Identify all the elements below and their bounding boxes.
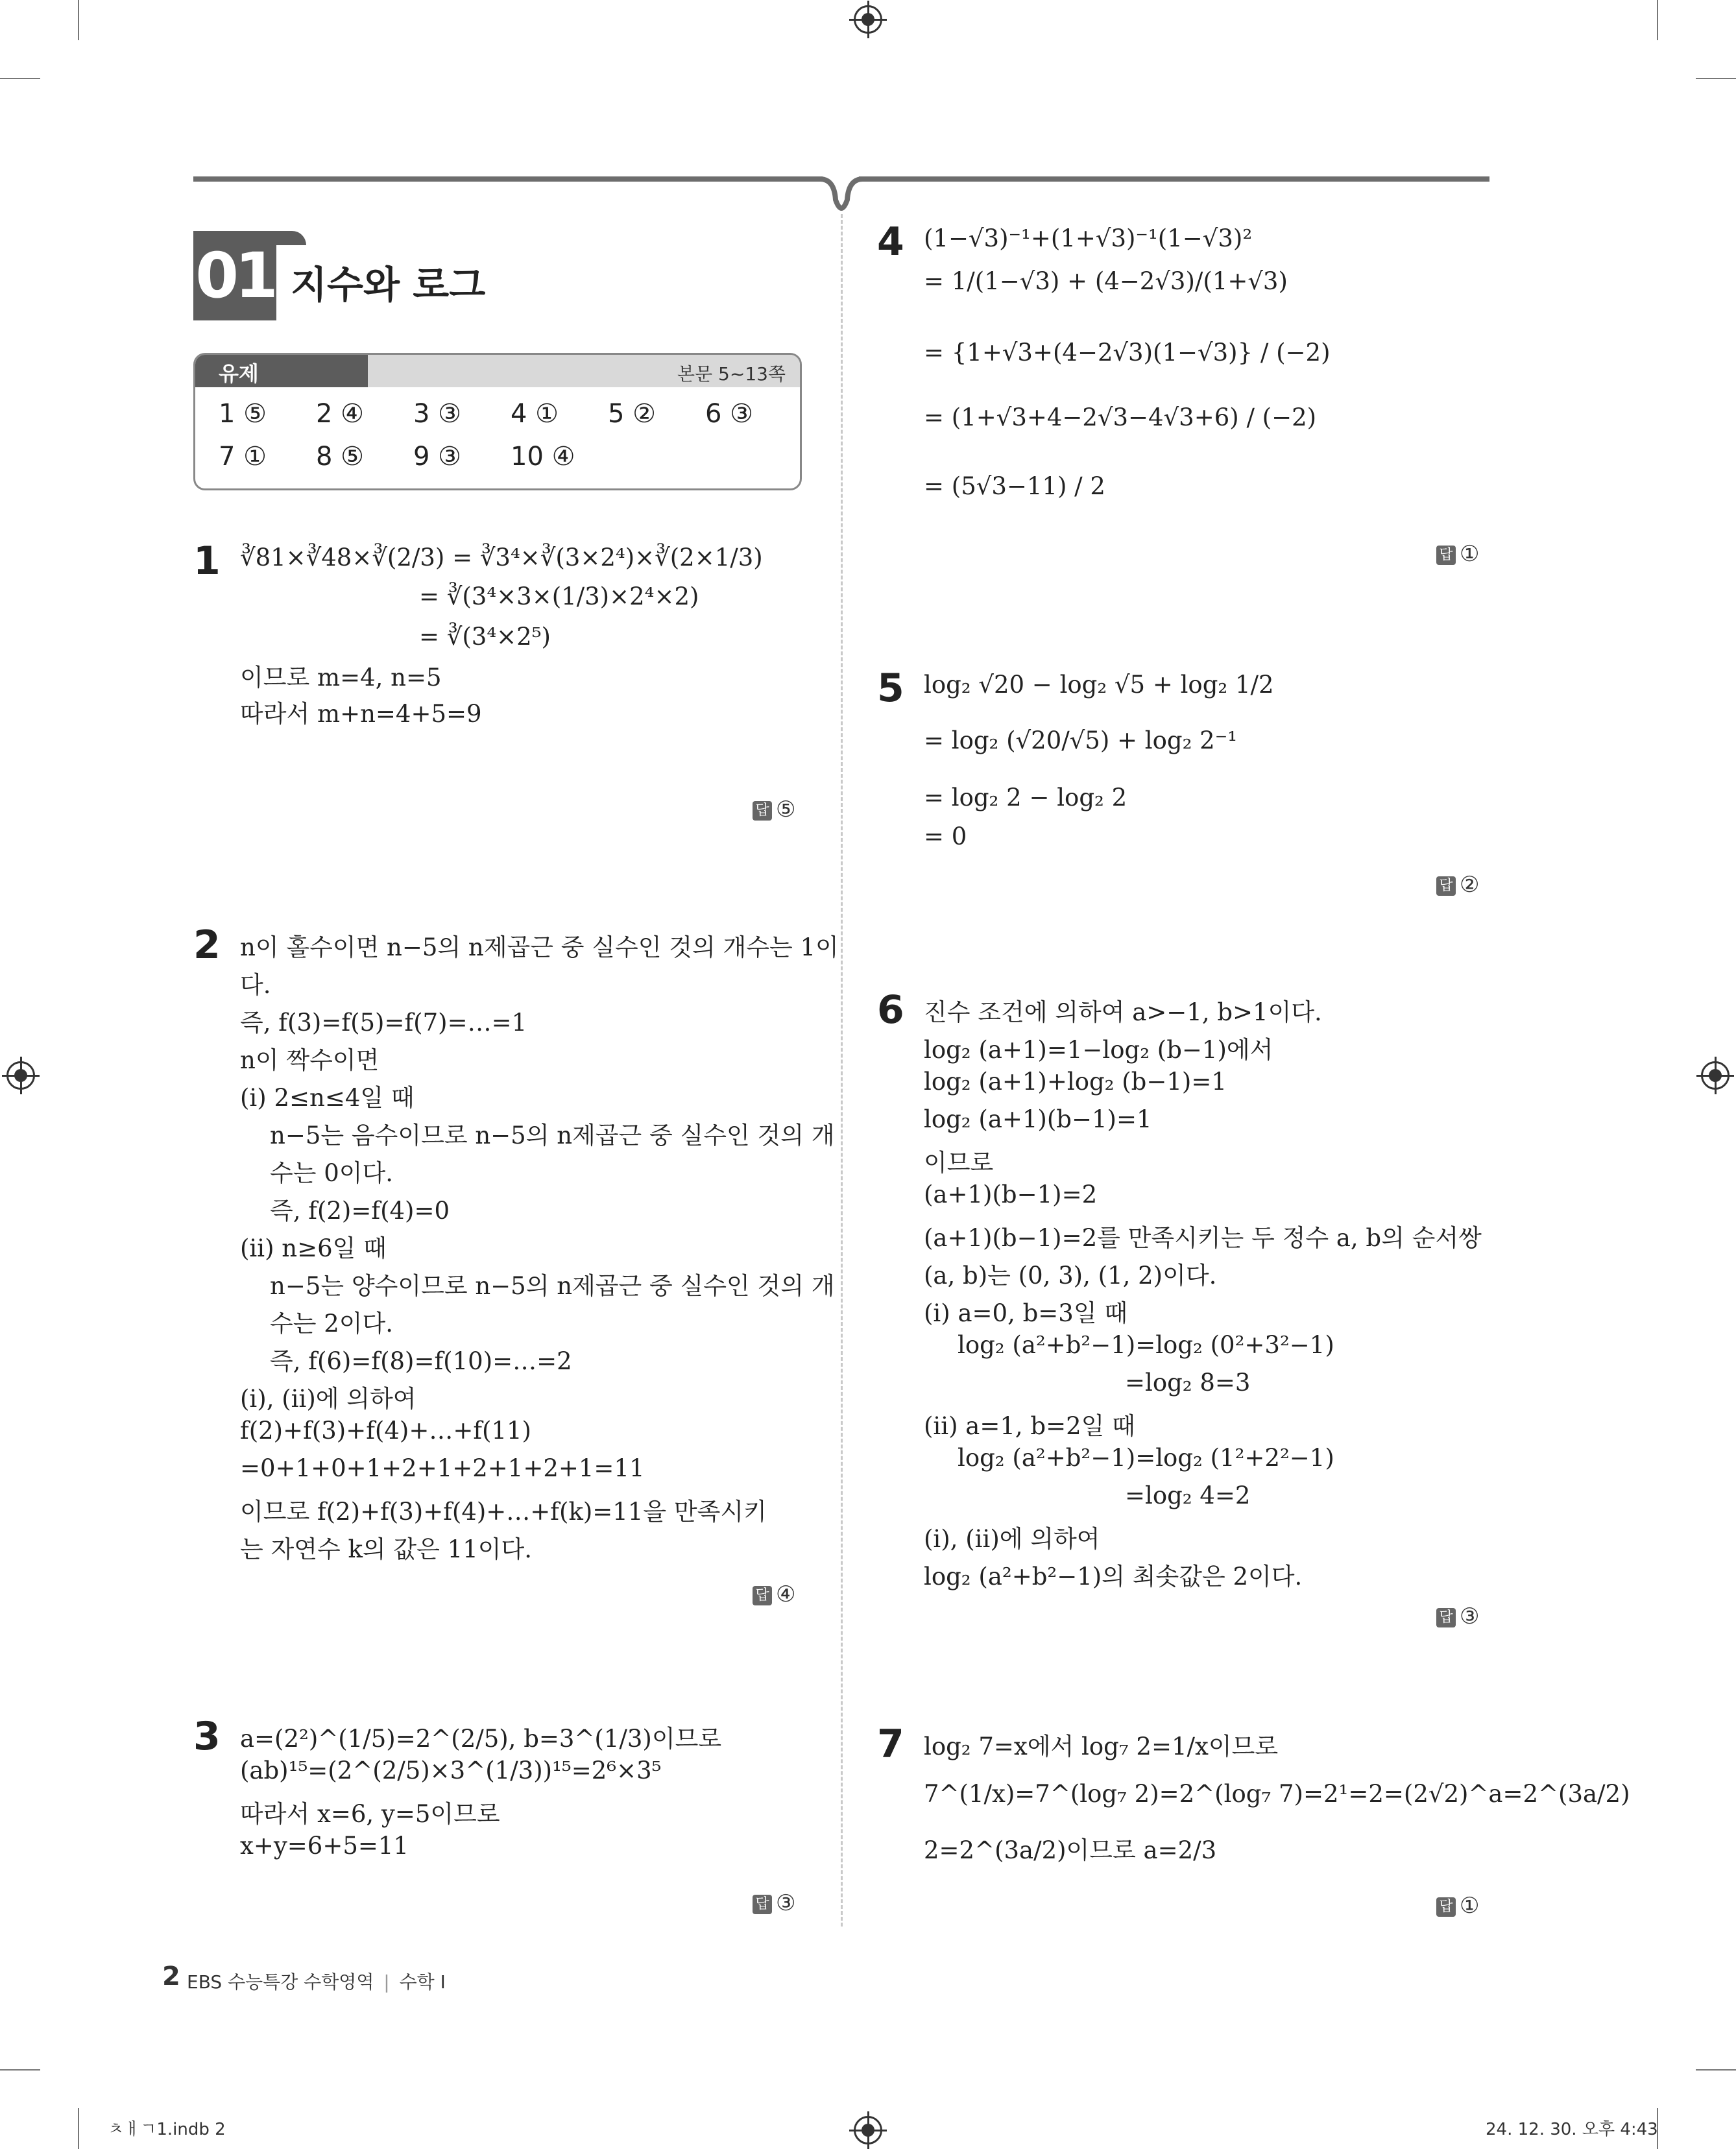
solution-line: n−5는 양수이므로 n−5의 n제곱근 중 실수인 것의 개	[270, 1272, 835, 1300]
crop-mark	[1696, 78, 1736, 79]
solution-line: ∛81×∛48×∛(2/3) = ∛3⁴×∛(3×2⁴)×∛(2×1/3)	[240, 544, 763, 571]
solution-line: 즉, f(3)=f(5)=f(7)=…=1	[240, 1009, 527, 1037]
solution-line: 따라서 x=6, y=5이므로	[240, 1800, 500, 1828]
solution-line: log₂ (a²+b²−1)의 최솟값은 2이다.	[924, 1563, 1303, 1591]
chapter-number: 01	[193, 231, 276, 320]
answer-icon: 답	[753, 1586, 772, 1605]
answer-badge	[1436, 1603, 1479, 1629]
solution-line: (ⅰ), (ⅱ)에 의하여	[240, 1385, 416, 1413]
solution-line: = ∛(3⁴×2⁵)	[419, 623, 551, 651]
solution-line: f(2)+f(3)+f(4)+…+f(11)	[240, 1417, 531, 1445]
solution-line: n−5는 음수이므로 n−5의 n제곱근 중 실수인 것의 개	[270, 1122, 835, 1149]
answer-value: ⑤	[776, 797, 796, 822]
question-number: 4	[877, 219, 904, 265]
solution-line: (1−√3)⁻¹+(1+√3)⁻¹(1−√3)²	[924, 224, 1253, 252]
registration-mark-icon	[6, 1061, 35, 1090]
solution-line: =log₂ 8=3	[1125, 1369, 1251, 1397]
solution-line: log₂ √20 − log₂ √5 + log₂ 1/2	[924, 671, 1274, 699]
solution-line: = log₂ (√20/√5) + log₂ 2⁻¹	[924, 726, 1238, 754]
question-number: 7	[877, 1722, 904, 1767]
crop-mark	[0, 2069, 40, 2071]
solution-line: 2=2^(3a/2)이므로 a=2/3	[924, 1836, 1217, 1864]
chapter-title: 지수와 로그	[291, 263, 486, 307]
solution-line: (ⅱ) a=1, b=2일 때	[924, 1412, 1135, 1440]
solution-line: 이므로 m=4, n=5	[240, 664, 442, 691]
column-separator	[841, 214, 843, 1927]
solution-line: = {1+√3+(4−2√3)(1−√3)} / (−2)	[924, 339, 1331, 366]
solution-line: = (5√3−11) / 2	[924, 472, 1105, 500]
answer-key-box	[193, 353, 802, 490]
question-number: 5	[877, 666, 904, 711]
question-number: 3	[193, 1714, 221, 1759]
answer-key-item: 8 ⑤	[316, 442, 365, 472]
chapter-tab	[276, 231, 306, 245]
answer-value: ①	[1460, 541, 1480, 567]
solution-line: log₂ (a+1)=1−log₂ (b−1)에서	[924, 1036, 1273, 1064]
registration-mark-icon	[854, 2116, 882, 2144]
page-number: 2	[162, 1962, 180, 1991]
question-number: 6	[877, 987, 904, 1033]
solution-line: (a+1)(b−1)=2	[924, 1181, 1098, 1208]
crop-mark	[78, 0, 79, 40]
answer-key-item: 5 ②	[608, 399, 657, 429]
top-rule-left	[193, 176, 823, 182]
solution-line: a=(2²)^(1/5)=2^(2/5), b=3^(1/3)이므로	[240, 1725, 722, 1753]
solution-line: log₂ 7=x에서 log₇ 2=1/x이므로	[924, 1733, 1279, 1760]
solution-line: 즉, f(2)=f(4)=0	[270, 1197, 450, 1225]
answer-icon: 답	[1436, 1608, 1456, 1627]
answer-value: ③	[1460, 1603, 1480, 1629]
answer-key-item: 10 ④	[511, 442, 575, 472]
solution-line: (ⅰ), (ⅱ)에 의하여	[924, 1525, 1100, 1553]
registration-mark-icon	[854, 5, 882, 34]
answer-value: ③	[776, 1890, 796, 1916]
crop-mark	[1696, 2069, 1736, 2071]
solution-line: 즉, f(6)=f(8)=f(10)=…=2	[270, 1347, 572, 1375]
solution-line: 수는 0이다.	[270, 1159, 394, 1187]
top-rule-notch	[817, 174, 865, 219]
answer-icon: 답	[1436, 876, 1456, 896]
solution-line: (ⅰ) 2≤n≤4일 때	[240, 1084, 415, 1112]
answer-value: ②	[1460, 872, 1480, 898]
answer-badge	[1436, 541, 1479, 567]
solution-line: 다.	[240, 971, 271, 999]
answer-key-item: 6 ③	[705, 399, 754, 429]
answer-key-item: 1 ⑤	[219, 399, 267, 429]
book-series: EBS 수능특강 수학영역	[187, 1971, 374, 1993]
question-number: 1	[193, 538, 221, 584]
answer-badge	[1436, 1893, 1479, 1919]
answer-key-item: 3 ③	[413, 399, 462, 429]
solution-line: 7^(1/x)=7^(log₇ 2)=2^(log₇ 7)=2¹=2=(2√2)^a=2^(3a/2)	[924, 1780, 1630, 1808]
solution-line: (ab)¹⁵=(2^(2/5)×3^(1/3))¹⁵=2⁶×3⁵	[240, 1757, 662, 1784]
answer-key-item: 9 ③	[413, 442, 462, 472]
solution-line: log₂ (a+1)+log₂ (b−1)=1	[924, 1068, 1227, 1096]
answer-key-pages: 본문 5~13쪽	[677, 363, 786, 385]
answer-key-item: 7 ①	[219, 442, 267, 472]
solution-line: (ⅱ) n≥6일 때	[240, 1234, 387, 1262]
answer-badge	[753, 1890, 795, 1916]
solution-line: =0+1+0+1+2+1+2+1+2+1=11	[240, 1454, 645, 1482]
solution-line: n이 홀수이면 n−5의 n제곱근 중 실수인 것의 개수는 1이	[240, 933, 839, 961]
solution-line: 이므로	[924, 1149, 994, 1177]
solution-line: = 1/(1−√3) + (4−2√3)/(1+√3)	[924, 267, 1288, 295]
answer-value: ④	[776, 1581, 796, 1607]
registration-mark-icon	[1701, 1061, 1730, 1090]
solution-line: log₂ (a+1)(b−1)=1	[924, 1105, 1152, 1133]
crop-mark	[0, 78, 40, 79]
solution-line: 이므로 f(2)+f(3)+f(4)+…+f(k)=11을 만족시키	[240, 1498, 767, 1526]
print-timestamp: 24. 12. 30. 오후 4:43	[1486, 2120, 1658, 2139]
solution-line: log₂ (a²+b²−1)=log₂ (0²+3²−1)	[958, 1331, 1334, 1359]
solution-line: = (1+√3+4−2√3−4√3+6) / (−2)	[924, 403, 1317, 431]
solution-line: 따라서 m+n=4+5=9	[240, 700, 482, 728]
solution-line: log₂ (a²+b²−1)=log₂ (1²+2²−1)	[958, 1444, 1334, 1472]
solution-line: = log₂ 2 − log₂ 2	[924, 784, 1127, 811]
solution-line: (a+1)(b−1)=2를 만족시키는 두 정수 a, b의 순서쌍	[924, 1224, 1482, 1252]
solution-line: (ⅰ) a=0, b=3일 때	[924, 1299, 1128, 1327]
solution-line: x+y=6+5=11	[240, 1832, 409, 1860]
solution-line: = 0	[924, 822, 967, 850]
answer-key-label: 유제	[219, 361, 259, 386]
answer-icon: 답	[1436, 546, 1456, 565]
solution-line: 수는 2이다.	[270, 1310, 394, 1338]
answer-key-item: 4 ①	[511, 399, 559, 429]
book-subject: 수학 Ⅰ	[399, 1971, 446, 1993]
book-title: EBS 수능특강 수학영역 | 수학 Ⅰ	[187, 1971, 446, 1993]
question-number: 2	[193, 922, 221, 968]
answer-badge	[753, 1581, 795, 1607]
answer-badge	[753, 797, 795, 822]
answer-icon: 답	[753, 1895, 772, 1914]
solution-line: 진수 조건에 의하여 a>−1, b>1이다.	[924, 998, 1322, 1026]
answer-key-item: 2 ④	[316, 399, 365, 429]
solution-line: 는 자연수 k의 값은 11이다.	[240, 1535, 532, 1563]
answer-icon: 답	[753, 801, 772, 821]
file-name: ㅊㅐㄱ1.indb 2	[108, 2120, 226, 2139]
answer-icon: 답	[1436, 1897, 1456, 1917]
crop-mark	[78, 2108, 79, 2149]
solution-line: n이 짝수이면	[240, 1046, 380, 1074]
answer-value: ①	[1460, 1893, 1480, 1919]
solution-line: =log₂ 4=2	[1125, 1482, 1251, 1509]
solution-line: (a, b)는 (0, 3), (1, 2)이다.	[924, 1262, 1217, 1290]
solution-line: = ∛(3⁴×3×(1/3)×2⁴×2)	[419, 582, 699, 610]
crop-mark	[1657, 0, 1658, 40]
answer-badge	[1436, 872, 1479, 898]
top-rule-right	[859, 176, 1489, 182]
